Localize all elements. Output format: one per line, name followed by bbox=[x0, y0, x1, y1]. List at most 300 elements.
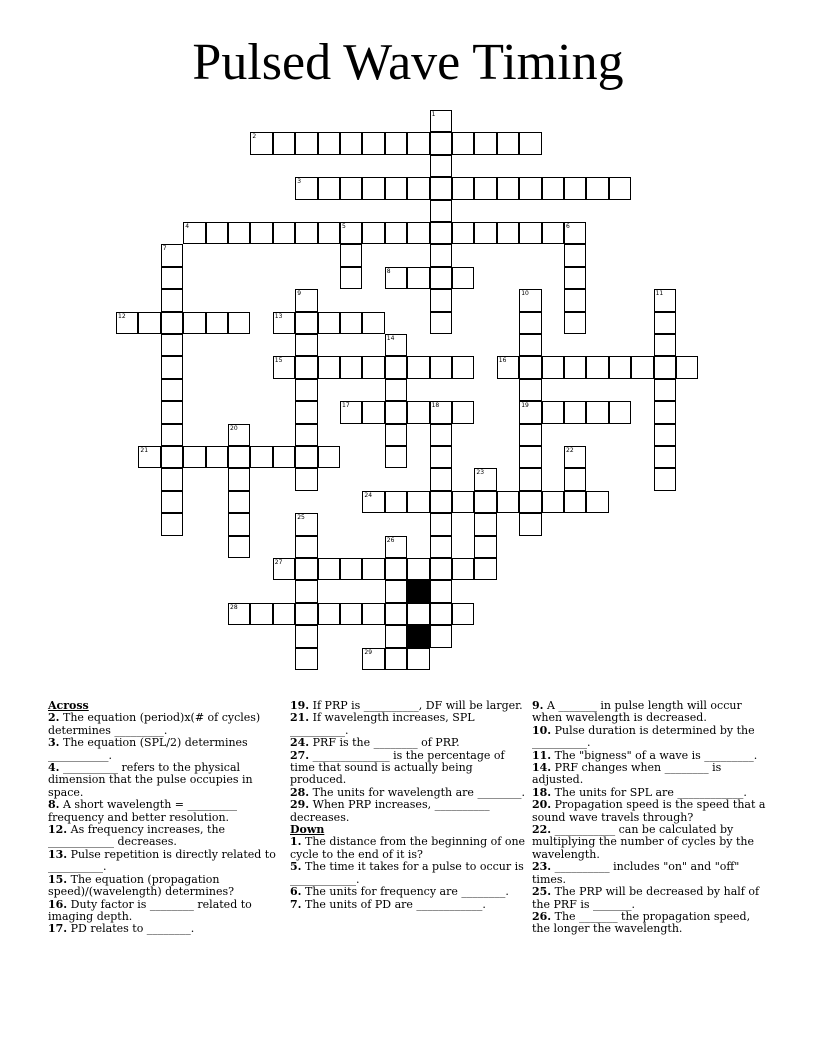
grid-cell[interactable] bbox=[430, 558, 452, 580]
clue-number-label: 29. bbox=[290, 798, 310, 812]
grid-cell[interactable] bbox=[474, 536, 496, 558]
grid-cell[interactable] bbox=[385, 580, 407, 602]
grid-cell[interactable] bbox=[340, 603, 362, 625]
clue-number: 5 bbox=[342, 223, 346, 230]
grid-cell[interactable] bbox=[497, 132, 519, 154]
grid-cell[interactable] bbox=[206, 222, 228, 244]
grid-cell[interactable] bbox=[273, 603, 295, 625]
clue-number: 25 bbox=[297, 514, 305, 522]
grid-cell[interactable] bbox=[564, 289, 586, 311]
clue-number-label: 28. bbox=[290, 785, 310, 799]
down-clue bbox=[532, 861, 768, 886]
clue-number: 4 bbox=[185, 223, 190, 230]
grid-cell[interactable] bbox=[430, 244, 452, 266]
grid-cell[interactable] bbox=[407, 401, 429, 423]
grid-cell[interactable] bbox=[407, 267, 429, 289]
grid-cell[interactable] bbox=[452, 401, 474, 423]
clue-number-label: 17. bbox=[48, 922, 68, 936]
grid-cell[interactable] bbox=[295, 536, 317, 558]
grid-cell[interactable] bbox=[228, 536, 250, 558]
grid-cell[interactable] bbox=[542, 401, 564, 423]
grid-cell[interactable] bbox=[340, 132, 362, 154]
grid-cell[interactable] bbox=[430, 356, 452, 378]
grid-cell[interactable] bbox=[452, 222, 474, 244]
grid-cell[interactable] bbox=[452, 267, 474, 289]
grid-cell[interactable] bbox=[228, 603, 250, 625]
grid-cell[interactable] bbox=[295, 603, 317, 625]
grid-cell[interactable] bbox=[407, 177, 429, 199]
clue-text: If wavelength increases, SPL __________. bbox=[290, 711, 475, 737]
grid-cell[interactable] bbox=[519, 446, 541, 468]
grid-cell[interactable] bbox=[430, 603, 452, 625]
down-clue bbox=[290, 861, 526, 886]
grid-cell[interactable] bbox=[430, 513, 452, 535]
clues-column-3 bbox=[532, 700, 768, 936]
grid-cell[interactable] bbox=[161, 334, 183, 356]
grid-cell[interactable] bbox=[474, 491, 496, 513]
grid-cell[interactable] bbox=[340, 401, 362, 423]
clue-number: 3 bbox=[297, 178, 302, 186]
grid-cell[interactable] bbox=[564, 267, 586, 289]
grid-cell[interactable] bbox=[564, 401, 586, 423]
grid-cell[interactable] bbox=[385, 648, 407, 670]
clue-number-label: 20. bbox=[532, 798, 552, 812]
grid-cell[interactable] bbox=[519, 312, 541, 334]
grid-cell[interactable] bbox=[161, 312, 183, 334]
down-clue bbox=[532, 911, 768, 936]
down-clue bbox=[532, 886, 768, 911]
grid-cell[interactable] bbox=[430, 312, 452, 334]
grid-cell[interactable] bbox=[161, 379, 183, 401]
grid-cell[interactable] bbox=[654, 334, 676, 356]
grid-cell[interactable] bbox=[295, 446, 317, 468]
clue-text: PD relates to ________. bbox=[67, 922, 195, 936]
grid-cell[interactable] bbox=[250, 132, 272, 154]
grid-cell[interactable] bbox=[273, 356, 295, 378]
grid-cell[interactable] bbox=[273, 558, 295, 580]
grid-cell[interactable] bbox=[228, 312, 250, 334]
clue-number: 7 bbox=[162, 245, 167, 253]
across-clue bbox=[48, 824, 284, 849]
clue-number: 26 bbox=[386, 536, 395, 544]
grid-cell[interactable] bbox=[318, 558, 340, 580]
down-clue bbox=[532, 725, 768, 750]
clue-text: The units for wavelength are ________. bbox=[309, 785, 525, 799]
grid-cell[interactable] bbox=[250, 446, 272, 468]
clue-number: 11 bbox=[655, 290, 664, 298]
clue-text: Pulse repetition is directly related to __________. bbox=[48, 847, 276, 874]
grid-cell[interactable] bbox=[407, 558, 429, 580]
grid-cell[interactable] bbox=[228, 424, 250, 446]
grid-cell[interactable] bbox=[609, 356, 631, 378]
grid-cell[interactable] bbox=[362, 558, 384, 580]
grid-cell[interactable] bbox=[407, 648, 429, 670]
grid-cell[interactable] bbox=[228, 468, 250, 490]
clue-text: The time it takes for a pulse to occur is ____________. bbox=[290, 860, 524, 886]
grid-cell[interactable] bbox=[430, 401, 452, 423]
grid-cell[interactable] bbox=[586, 356, 608, 378]
clue-text: __________ includes "on" and "off" times. bbox=[532, 860, 740, 886]
clue-number-label: 15. bbox=[48, 872, 68, 886]
grid-cell[interactable] bbox=[519, 491, 541, 513]
grid-cell[interactable] bbox=[430, 155, 452, 177]
clue-number-label: 10. bbox=[532, 723, 552, 737]
clue-number: 27 bbox=[274, 559, 283, 566]
across-clue bbox=[48, 874, 284, 899]
across-clue bbox=[290, 750, 526, 787]
grid-cell[interactable] bbox=[564, 356, 586, 378]
clue-number-label: 25. bbox=[532, 885, 552, 899]
blocked-cell bbox=[407, 625, 429, 647]
clue-number-label: 21. bbox=[290, 711, 310, 725]
grid-cell[interactable] bbox=[474, 513, 496, 535]
clue-number-label: 9. bbox=[532, 699, 544, 712]
grid-cell[interactable] bbox=[654, 379, 676, 401]
grid-cell[interactable] bbox=[318, 603, 340, 625]
grid-cell[interactable] bbox=[340, 356, 362, 378]
grid-cell[interactable] bbox=[362, 603, 384, 625]
grid-cell[interactable] bbox=[564, 177, 586, 199]
grid-cell[interactable] bbox=[452, 558, 474, 580]
grid-cell[interactable] bbox=[295, 334, 317, 356]
clue-number: 28 bbox=[230, 603, 238, 611]
grid-cell[interactable] bbox=[519, 289, 541, 311]
clue-number: 24 bbox=[364, 491, 373, 499]
grid-cell[interactable] bbox=[161, 289, 183, 311]
grid-cell[interactable] bbox=[362, 356, 384, 378]
grid-cell[interactable] bbox=[228, 491, 250, 513]
grid-cell[interactable] bbox=[340, 558, 362, 580]
clue-text: The equation (SPL/2) determines ___________. bbox=[48, 736, 248, 762]
grid-cell[interactable] bbox=[542, 222, 564, 244]
clue-number-label: 1. bbox=[290, 835, 302, 849]
grid-cell[interactable] bbox=[407, 132, 429, 154]
grid-cell[interactable] bbox=[295, 132, 317, 154]
clue-number: 12 bbox=[118, 312, 126, 320]
grid-cell[interactable] bbox=[340, 312, 362, 334]
grid-cell[interactable] bbox=[295, 580, 317, 602]
grid-cell[interactable] bbox=[474, 468, 496, 490]
grid-cell[interactable] bbox=[497, 491, 519, 513]
grid-cell[interactable] bbox=[385, 536, 407, 558]
grid-cell[interactable] bbox=[654, 424, 676, 446]
grid-cell[interactable] bbox=[542, 491, 564, 513]
grid-cell[interactable] bbox=[183, 312, 205, 334]
clues-column-2 bbox=[290, 700, 526, 911]
grid-cell[interactable] bbox=[362, 491, 384, 513]
grid-cell[interactable] bbox=[452, 603, 474, 625]
grid-cell[interactable] bbox=[654, 289, 676, 311]
grid-cell[interactable] bbox=[407, 356, 429, 378]
grid-cell[interactable] bbox=[564, 222, 586, 244]
grid-cell[interactable] bbox=[250, 603, 272, 625]
grid-cell[interactable] bbox=[586, 401, 608, 423]
clue-number-label: 13. bbox=[48, 847, 68, 861]
grid-cell[interactable] bbox=[564, 468, 586, 490]
grid-cell[interactable] bbox=[430, 468, 452, 490]
clue-number: 22 bbox=[566, 447, 574, 454]
across-clue bbox=[48, 923, 284, 935]
grid-cell[interactable] bbox=[430, 200, 452, 222]
grid-cell[interactable] bbox=[318, 222, 340, 244]
clue-number: 16 bbox=[498, 357, 507, 365]
clue-number-label: 7. bbox=[290, 897, 302, 911]
grid-cell[interactable] bbox=[452, 132, 474, 154]
grid-cell[interactable] bbox=[631, 356, 653, 378]
grid-cell[interactable] bbox=[497, 222, 519, 244]
grid-cell[interactable] bbox=[519, 356, 541, 378]
down-clue bbox=[532, 824, 768, 861]
grid-cell[interactable] bbox=[318, 132, 340, 154]
grid-cell[interactable] bbox=[430, 446, 452, 468]
grid-cell[interactable] bbox=[676, 356, 698, 378]
down-clue bbox=[290, 836, 526, 861]
grid-cell[interactable] bbox=[654, 356, 676, 378]
grid-cell[interactable] bbox=[519, 424, 541, 446]
grid-cell[interactable] bbox=[161, 468, 183, 490]
clue-number: 10 bbox=[521, 290, 529, 298]
clue-number-label: 23. bbox=[532, 860, 552, 874]
clue-text: When PRP increases, __________ decreases. bbox=[290, 798, 490, 824]
clue-number: 21 bbox=[140, 447, 149, 454]
clue-number: 18 bbox=[431, 402, 440, 410]
grid-cell[interactable] bbox=[385, 491, 407, 513]
grid-cell[interactable] bbox=[654, 401, 676, 423]
clue-number: 15 bbox=[274, 357, 283, 365]
grid-cell[interactable] bbox=[542, 177, 564, 199]
grid-cell[interactable] bbox=[385, 603, 407, 625]
clue-number: 1 bbox=[431, 111, 436, 118]
grid-cell[interactable] bbox=[362, 132, 384, 154]
grid-cell[interactable] bbox=[385, 558, 407, 580]
grid-cell[interactable] bbox=[452, 491, 474, 513]
grid-cell[interactable] bbox=[318, 177, 340, 199]
grid-cell[interactable] bbox=[206, 312, 228, 334]
grid-cell[interactable] bbox=[295, 379, 317, 401]
grid-cell[interactable] bbox=[161, 356, 183, 378]
grid-cell[interactable] bbox=[228, 222, 250, 244]
clues-column-1 bbox=[48, 700, 284, 936]
grid-cell[interactable] bbox=[654, 468, 676, 490]
grid-cell[interactable] bbox=[430, 267, 452, 289]
grid-cell[interactable] bbox=[295, 222, 317, 244]
grid-cell[interactable] bbox=[138, 312, 160, 334]
clue-number-label: 4. bbox=[48, 761, 60, 775]
grid-cell[interactable] bbox=[295, 312, 317, 334]
clue-text: As frequency increases, the ____________ decreases. bbox=[48, 823, 226, 849]
grid-cell[interactable] bbox=[340, 222, 362, 244]
clue-number: 19 bbox=[521, 402, 529, 410]
grid-cell[interactable] bbox=[340, 267, 362, 289]
grid-cell[interactable] bbox=[430, 222, 452, 244]
down-clue bbox=[532, 799, 768, 824]
clue-text: The "bigness" of a wave is _________. bbox=[551, 748, 758, 762]
grid-cell[interactable] bbox=[250, 222, 272, 244]
grid-cell[interactable] bbox=[519, 132, 541, 154]
grid-cell[interactable] bbox=[519, 468, 541, 490]
clue-text: A _______ in pulse length will occur when wavelength is decreased. bbox=[532, 699, 742, 725]
grid-cell[interactable] bbox=[362, 222, 384, 244]
clue-number-label: 8. bbox=[48, 798, 60, 812]
grid-cell[interactable] bbox=[430, 536, 452, 558]
grid-cell[interactable] bbox=[273, 446, 295, 468]
grid-cell[interactable] bbox=[609, 177, 631, 199]
clue-number: 8 bbox=[386, 267, 391, 275]
grid-cell[interactable] bbox=[362, 177, 384, 199]
grid-cell[interactable] bbox=[295, 356, 317, 378]
grid-cell[interactable] bbox=[519, 379, 541, 401]
grid-cell[interactable] bbox=[318, 446, 340, 468]
grid-cell[interactable] bbox=[362, 401, 384, 423]
blocked-cell bbox=[407, 580, 429, 602]
grid-cell[interactable] bbox=[586, 177, 608, 199]
clue-number-label: 5. bbox=[290, 860, 302, 874]
clue-text: PRF is the ________ of PRP. bbox=[309, 736, 460, 750]
grid-cell[interactable] bbox=[295, 424, 317, 446]
grid-cell[interactable] bbox=[385, 132, 407, 154]
grid-cell[interactable] bbox=[228, 446, 250, 468]
grid-cell[interactable] bbox=[474, 222, 496, 244]
grid-cell[interactable] bbox=[519, 513, 541, 535]
grid-cell[interactable] bbox=[161, 446, 183, 468]
grid-cell[interactable] bbox=[295, 289, 317, 311]
clue-number: 23 bbox=[476, 469, 485, 477]
grid-cell[interactable] bbox=[430, 580, 452, 602]
clue-text: Pulse duration is determined by the __________. bbox=[532, 723, 755, 750]
grid-cell[interactable] bbox=[564, 446, 586, 468]
grid-cell[interactable] bbox=[161, 491, 183, 513]
grid-cell[interactable] bbox=[295, 648, 317, 670]
down-heading: Down bbox=[290, 823, 325, 837]
grid-cell[interactable] bbox=[586, 491, 608, 513]
grid-cell[interactable] bbox=[654, 312, 676, 334]
across-clue bbox=[48, 899, 284, 924]
grid-cell[interactable] bbox=[385, 401, 407, 423]
grid-cell[interactable] bbox=[318, 356, 340, 378]
grid-cell[interactable] bbox=[564, 312, 586, 334]
grid-cell[interactable] bbox=[385, 424, 407, 446]
grid-cell[interactable] bbox=[340, 244, 362, 266]
grid-cell[interactable] bbox=[452, 177, 474, 199]
across-clue bbox=[48, 849, 284, 874]
clue-text: A short wavelength = _________ frequency and better resolution. bbox=[48, 798, 238, 824]
clue-number-label: 6. bbox=[290, 885, 302, 899]
grid-cell[interactable] bbox=[295, 513, 317, 535]
grid-cell[interactable] bbox=[273, 222, 295, 244]
grid-cell[interactable] bbox=[206, 446, 228, 468]
grid-cell[interactable] bbox=[430, 491, 452, 513]
grid-cell[interactable] bbox=[519, 401, 541, 423]
grid-cell[interactable] bbox=[295, 468, 317, 490]
clue-text: ___________ can be calculated by multiplying the number of cycles by the wavelength. bbox=[532, 823, 754, 861]
clue-number: 14 bbox=[386, 335, 395, 342]
clue-text: PRF changes when ________ is adjusted. bbox=[532, 761, 722, 787]
grid-cell[interactable] bbox=[430, 289, 452, 311]
grid-cell[interactable] bbox=[161, 424, 183, 446]
grid-cell[interactable] bbox=[161, 267, 183, 289]
across-clue bbox=[290, 712, 526, 737]
across-clue bbox=[48, 762, 284, 799]
grid-cell[interactable] bbox=[295, 177, 317, 199]
grid-cell[interactable] bbox=[138, 446, 160, 468]
clue-number-label: 12. bbox=[48, 823, 68, 837]
grid-cell[interactable] bbox=[564, 491, 586, 513]
grid-cell[interactable] bbox=[161, 401, 183, 423]
clue-number-label: 18. bbox=[532, 785, 552, 799]
clue-number-label: 14. bbox=[532, 761, 552, 775]
grid-cell[interactable] bbox=[497, 177, 519, 199]
clue-number: 9 bbox=[297, 290, 302, 298]
grid-cell[interactable] bbox=[407, 222, 429, 244]
grid-cell[interactable] bbox=[116, 312, 138, 334]
grid-cell[interactable] bbox=[362, 648, 384, 670]
grid-cell[interactable] bbox=[295, 401, 317, 423]
clue-text: The distance from the beginning of one cycle to the end of it is? bbox=[290, 835, 526, 861]
grid-cell[interactable] bbox=[362, 312, 384, 334]
grid-cell[interactable] bbox=[407, 491, 429, 513]
grid-cell[interactable] bbox=[474, 132, 496, 154]
grid-cell[interactable] bbox=[295, 558, 317, 580]
grid-cell[interactable] bbox=[452, 356, 474, 378]
grid-cell[interactable] bbox=[385, 446, 407, 468]
grid-cell[interactable] bbox=[161, 244, 183, 266]
grid-cell[interactable] bbox=[519, 177, 541, 199]
grid-cell[interactable] bbox=[385, 625, 407, 647]
clue-number-label: 27. bbox=[290, 748, 310, 762]
clue-number: 29 bbox=[364, 648, 373, 656]
grid-cell[interactable] bbox=[430, 177, 452, 199]
grid-cell[interactable] bbox=[654, 446, 676, 468]
grid-cell[interactable] bbox=[318, 312, 340, 334]
clue-text: Propagation speed is the speed that a sound wave travels through? bbox=[532, 798, 766, 824]
grid-cell[interactable] bbox=[385, 177, 407, 199]
grid-cell[interactable] bbox=[430, 625, 452, 647]
grid-cell[interactable] bbox=[474, 558, 496, 580]
grid-cell[interactable] bbox=[228, 513, 250, 535]
grid-cell[interactable] bbox=[340, 177, 362, 199]
grid-cell[interactable] bbox=[430, 132, 452, 154]
grid-cell[interactable] bbox=[385, 334, 407, 356]
clue-number: 20 bbox=[230, 424, 238, 432]
grid-cell[interactable] bbox=[430, 110, 452, 132]
grid-cell[interactable] bbox=[564, 244, 586, 266]
clue-text: The units for SPL are ____________. bbox=[551, 785, 747, 799]
grid-cell[interactable] bbox=[183, 222, 205, 244]
grid-cell[interactable] bbox=[183, 446, 205, 468]
grid-cell[interactable] bbox=[497, 356, 519, 378]
grid-cell[interactable] bbox=[385, 267, 407, 289]
grid-cell[interactable] bbox=[542, 356, 564, 378]
clue-number-label: 22. bbox=[532, 823, 552, 837]
down-clue bbox=[532, 762, 768, 787]
grid-cell[interactable] bbox=[519, 334, 541, 356]
grid-cell[interactable] bbox=[474, 177, 496, 199]
grid-cell[interactable] bbox=[295, 625, 317, 647]
grid-cell[interactable] bbox=[385, 379, 407, 401]
grid-cell[interactable] bbox=[161, 513, 183, 535]
grid-cell[interactable] bbox=[407, 603, 429, 625]
grid-cell[interactable] bbox=[385, 222, 407, 244]
grid-cell[interactable] bbox=[273, 132, 295, 154]
grid-cell[interactable] bbox=[519, 222, 541, 244]
grid-cell[interactable] bbox=[385, 356, 407, 378]
grid-cell[interactable] bbox=[609, 401, 631, 423]
grid-cell[interactable] bbox=[273, 312, 295, 334]
grid-cell[interactable] bbox=[430, 424, 452, 446]
across-heading: Across bbox=[48, 699, 89, 712]
clue-number: 6 bbox=[566, 223, 570, 230]
across-clue bbox=[48, 712, 284, 737]
